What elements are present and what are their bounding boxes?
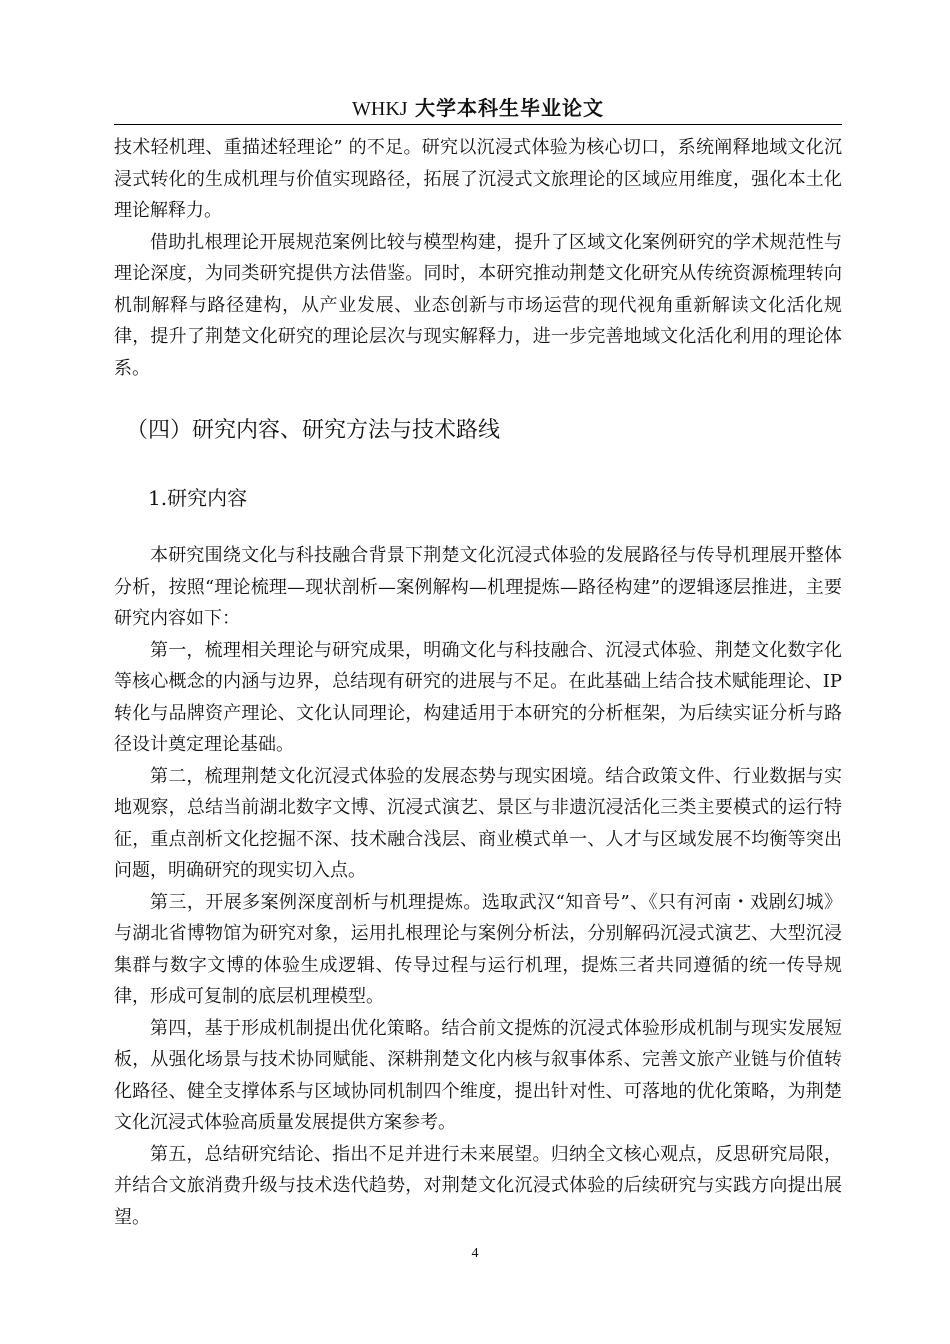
paragraph: 第二，梳理荆楚文化沉浸式体验的发展态势与现实困境。结合政策文件、行业数据与实地观察，总结当前湖北数字文博、沉浸式演艺、景区与非遗沉浸活化三类主要模式的运行特征，重点剖析文化挖掘不深、技术融合浅层、商业模式单一、人才与区域发展不均衡等突出问题，明确研究的现实切入点。 [114, 765, 842, 881]
paragraph: 第三，开展多案例深度剖析与机理提炼。选取武汉“知音号”、《只有河南・戏剧幻城》与湖北省博物馆为研究对象，运用扎根理论与案例分析法，分别解码沉浸式演艺、大型沉浸集群与数字文博的体验生成逻辑、传导过程与运行机理，提炼三者共同遵循的统一传导规律，形成可复制的底层机理模型。 [114, 891, 842, 1007]
paragraph: 本研究围绕文化与科技融合背景下荆楚文化沉浸式体验的发展路径与传导机理展开整体分析，按照“理论梳理—现状剖析—案例解构—机理提炼—路径构建”的逻辑逐层推进，主要研究内容如下： [114, 545, 842, 629]
paragraph: 第五，总结研究结论、指出不足并进行未来展望。归纳全文核心观点，反思研究局限，并结合文旅消费升级与技术迭代趋势，对荆楚文化沉浸式体验的后续研究与实践方向提出展望。 [114, 1143, 842, 1228]
header-code: WHKJ [352, 98, 408, 120]
document-body [114, 132, 842, 1233]
page-number: 4 [471, 1246, 479, 1261]
page-header [114, 92, 842, 124]
paragraph: 第一，梳理相关理论与研究成果，明确文化与科技融合、沉浸式体验、荆楚文化数字化等核心概念的内涵与边界，总结现有研究的进展与不足。在此基础上结合技术赋能理论、IP 转化与品牌资产理论、文化认同理论，构建适用于本研究的分析框架，为后续实证分析与路径设计奠定理论基础。 [114, 639, 842, 755]
paragraph: 第四，基于形成机制提出优化策略。结合前文提炼的沉浸式体验形成机制与现实发展短板，从强化场景与技术协同赋能、深耕荆楚文化内核与叙事体系、完善文旅产业链与价值转化路径、健全支撑体系与区域协同机制四个维度，提出针对性、可落地的优化策略，为荆楚文化沉浸式体验高质量发展提供方案参考。 [114, 1017, 842, 1133]
section-heading: （四）研究内容、研究方法与技术路线 [126, 418, 501, 443]
heading-spacer [114, 514, 842, 540]
header-title: 大学本科生毕业论文 [414, 96, 604, 120]
header-divider [114, 124, 842, 125]
paragraph-continuation: 技术轻机理、重描述轻理论” 的不足。研究以沉浸式体验为核心切口，系统阐释地域文化沉浸式转化的生成机理与价值实现路径，拓展了沉浸式文旅理论的区域应用维度，强化本土化理论解释力。 [114, 137, 842, 221]
paragraph: 借助扎根理论开展规范案例比较与模型构建，提升了区域文化案例研究的学术规范性与理论深度，为同类研究提供方法借鉴。同时，本研究推动荆楚文化研究从传统资源梳理转向机制解释与路径建构，从产业发展、业态创新与市场运营的现代视角重新解读文化活化规律，提升了荆楚文化研究的理论层次与现实解释力，进一步完善地域文化活化利用的理论体系。 [114, 231, 842, 379]
subsection-heading: 1.研究内容 [148, 486, 248, 510]
